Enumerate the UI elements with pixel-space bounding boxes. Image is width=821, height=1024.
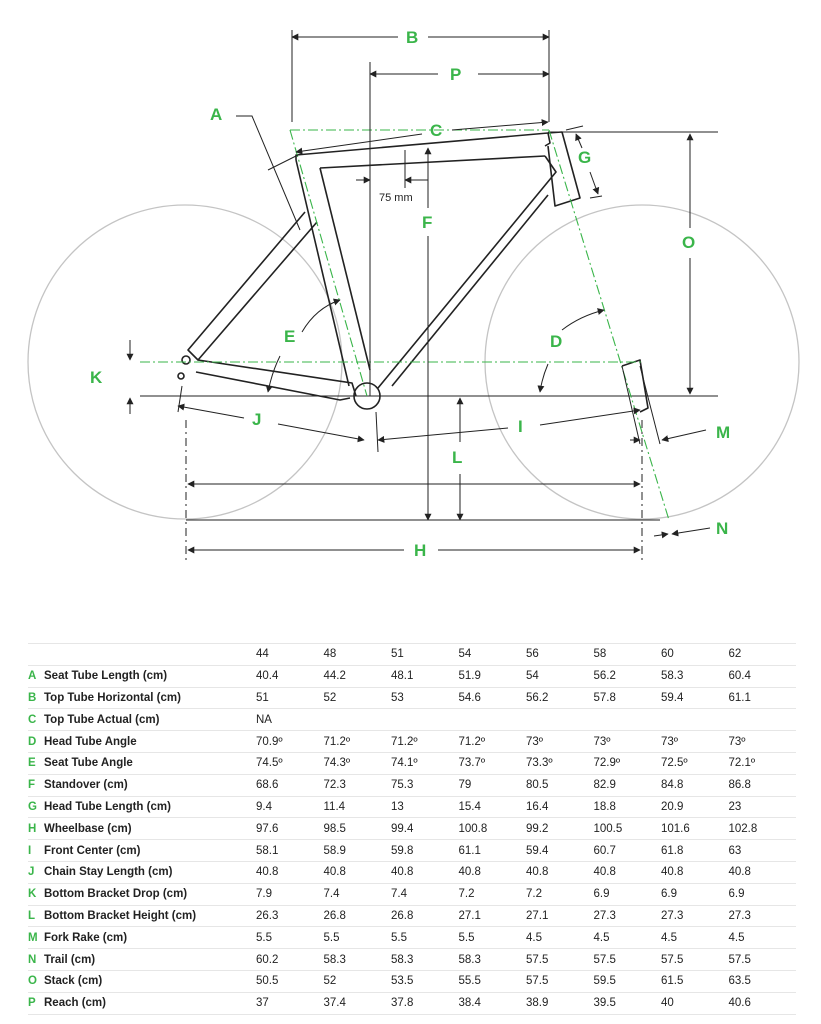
label-h: H <box>414 541 427 560</box>
row-value: 5.5 <box>256 927 324 949</box>
table-row <box>28 709 796 731</box>
row-label: Top Tube Horizontal (cm) <box>44 687 256 709</box>
row-value: 73.3º <box>526 752 594 774</box>
row-value: 40 <box>661 992 729 1014</box>
row-value: 59.4 <box>526 840 594 862</box>
row-value: 51.9 <box>459 665 527 687</box>
row-value: 40.8 <box>391 861 459 883</box>
row-value: 99.2 <box>526 818 594 840</box>
row-value: 7.2 <box>526 883 594 905</box>
table-row <box>28 687 796 709</box>
row-value: 4.5 <box>594 927 662 949</box>
row-value: 55.5 <box>459 970 527 992</box>
row-letter: E <box>28 752 44 774</box>
row-value: 56.2 <box>594 665 662 687</box>
row-value: 54.6 <box>459 687 527 709</box>
row-letter: H <box>28 818 44 840</box>
row-value: 23 <box>729 796 797 818</box>
row-value: 52 <box>324 970 392 992</box>
row-value: 59.4 <box>661 687 729 709</box>
row-value: 70.9º <box>256 731 324 753</box>
row-value: 40.8 <box>526 861 594 883</box>
row-value: 72.1º <box>729 752 797 774</box>
row-value: 72.3 <box>324 774 392 796</box>
row-value: 37 <box>256 992 324 1014</box>
row-label: Bottom Bracket Height (cm) <box>44 905 256 927</box>
row-value: 58.3 <box>459 949 527 971</box>
row-label: Standover (cm) <box>44 774 256 796</box>
row-label: Seat Tube Length (cm) <box>44 665 256 687</box>
row-value: 71.2º <box>391 731 459 753</box>
row-value: NA <box>256 709 324 731</box>
table-row <box>28 731 796 753</box>
table-row <box>28 949 796 971</box>
row-value: 82.9 <box>594 774 662 796</box>
row-letter: K <box>28 883 44 905</box>
row-value <box>391 709 459 731</box>
row-value: 6.9 <box>729 883 797 905</box>
row-value: 26.8 <box>324 905 392 927</box>
row-label: Reach (cm) <box>44 992 256 1014</box>
row-value: 38.9 <box>526 992 594 1014</box>
row-value: 7.4 <box>391 883 459 905</box>
row-value: 4.5 <box>526 927 594 949</box>
row-value: 6.9 <box>594 883 662 905</box>
size-header: 62 <box>729 644 797 666</box>
row-value: 60.2 <box>256 949 324 971</box>
row-value: 54 <box>526 665 594 687</box>
label-g: G <box>578 148 592 167</box>
row-letter: L <box>28 905 44 927</box>
label-b: B <box>406 28 419 47</box>
row-value: 61.1 <box>459 840 527 862</box>
row-value: 40.8 <box>594 861 662 883</box>
row-value: 73.7º <box>459 752 527 774</box>
row-letter: M <box>28 927 44 949</box>
row-label: Wheelbase (cm) <box>44 818 256 840</box>
row-value: 58.1 <box>256 840 324 862</box>
row-value <box>526 709 594 731</box>
row-value: 20.9 <box>661 796 729 818</box>
row-value: 40.8 <box>324 861 392 883</box>
row-letter: C <box>28 709 44 731</box>
row-value: 38.4 <box>459 992 527 1014</box>
row-value <box>661 709 729 731</box>
row-value: 74.1º <box>391 752 459 774</box>
row-value: 73º <box>729 731 797 753</box>
table-row <box>28 905 796 927</box>
row-value: 100.8 <box>459 818 527 840</box>
row-value: 101.6 <box>661 818 729 840</box>
row-label: Stack (cm) <box>44 970 256 992</box>
row-value: 51 <box>256 687 324 709</box>
row-letter: A <box>28 665 44 687</box>
table-row <box>28 840 796 862</box>
row-value: 60.7 <box>594 840 662 862</box>
row-letter: J <box>28 861 44 883</box>
label-e: E <box>284 327 296 346</box>
row-value: 40.8 <box>729 861 797 883</box>
row-value: 53.5 <box>391 970 459 992</box>
row-value: 73º <box>661 731 729 753</box>
size-header: 48 <box>324 644 392 666</box>
row-letter: P <box>28 992 44 1014</box>
row-value: 40.8 <box>256 861 324 883</box>
row-value: 59.5 <box>594 970 662 992</box>
row-value: 27.3 <box>661 905 729 927</box>
row-value: 60.4 <box>729 665 797 687</box>
row-value: 61.5 <box>661 970 729 992</box>
table-row <box>28 970 796 992</box>
row-value: 7.2 <box>459 883 527 905</box>
row-value: 73º <box>594 731 662 753</box>
label-a: A <box>210 105 223 124</box>
label-i: I <box>518 417 523 436</box>
size-header: 60 <box>661 644 729 666</box>
row-value: 7.9 <box>256 883 324 905</box>
row-value: 50.5 <box>256 970 324 992</box>
row-value: 74.3º <box>324 752 392 774</box>
row-value: 57.5 <box>661 949 729 971</box>
row-value: 27.3 <box>729 905 797 927</box>
size-header: 56 <box>526 644 594 666</box>
row-value: 79 <box>459 774 527 796</box>
size-header: 58 <box>594 644 662 666</box>
label-d: D <box>550 332 563 351</box>
row-label: Seat Tube Angle <box>44 752 256 774</box>
table-row <box>28 665 796 687</box>
size-header: 44 <box>256 644 324 666</box>
label-f: F <box>422 213 433 232</box>
row-letter: F <box>28 774 44 796</box>
table-row <box>28 752 796 774</box>
row-value: 5.5 <box>391 927 459 949</box>
row-value: 26.3 <box>256 905 324 927</box>
row-letter: G <box>28 796 44 818</box>
row-label: Chain Stay Length (cm) <box>44 861 256 883</box>
row-value: 61.8 <box>661 840 729 862</box>
row-value: 84.8 <box>661 774 729 796</box>
row-value <box>594 709 662 731</box>
row-value: 68.6 <box>256 774 324 796</box>
row-value: 37.4 <box>324 992 392 1014</box>
row-letter: O <box>28 970 44 992</box>
row-value: 73º <box>526 731 594 753</box>
row-value: 9.4 <box>256 796 324 818</box>
row-value: 6.9 <box>661 883 729 905</box>
row-value: 57.5 <box>594 949 662 971</box>
row-value: 40.8 <box>661 861 729 883</box>
row-value: 26.8 <box>391 905 459 927</box>
row-value: 58.9 <box>324 840 392 862</box>
row-letter: I <box>28 840 44 862</box>
row-value <box>459 709 527 731</box>
row-value: 58.3 <box>391 949 459 971</box>
row-label: Bottom Bracket Drop (cm) <box>44 883 256 905</box>
row-value: 86.8 <box>729 774 797 796</box>
row-value: 63.5 <box>729 970 797 992</box>
label-k: K <box>90 368 103 387</box>
row-value: 40.6 <box>729 992 797 1014</box>
row-value: 71.2º <box>324 731 392 753</box>
size-header: 51 <box>391 644 459 666</box>
label-m: M <box>716 423 731 442</box>
row-value: 80.5 <box>526 774 594 796</box>
row-value: 98.5 <box>324 818 392 840</box>
row-value: 40.4 <box>256 665 324 687</box>
row-value: 37.8 <box>391 992 459 1014</box>
table-row <box>28 992 796 1014</box>
row-value: 27.3 <box>594 905 662 927</box>
size-header: 54 <box>459 644 527 666</box>
row-value: 11.4 <box>324 796 392 818</box>
row-value: 18.8 <box>594 796 662 818</box>
bike-frame <box>178 132 648 412</box>
row-value: 57.5 <box>526 949 594 971</box>
row-value: 74.5º <box>256 752 324 774</box>
row-value: 72.5º <box>661 752 729 774</box>
row-value: 102.8 <box>729 818 797 840</box>
row-label: Trail (cm) <box>44 949 256 971</box>
table-row <box>28 796 796 818</box>
label-n: N <box>716 519 729 538</box>
row-label: Head Tube Angle <box>44 731 256 753</box>
row-value <box>729 709 797 731</box>
row-value: 48.1 <box>391 665 459 687</box>
row-value: 61.1 <box>729 687 797 709</box>
row-label: Front Center (cm) <box>44 840 256 862</box>
row-value: 7.4 <box>324 883 392 905</box>
label-o: O <box>682 233 696 252</box>
row-value: 4.5 <box>729 927 797 949</box>
label-c: C <box>430 121 443 140</box>
row-letter: D <box>28 731 44 753</box>
row-value: 57.5 <box>729 949 797 971</box>
row-value: 5.5 <box>459 927 527 949</box>
row-value: 15.4 <box>459 796 527 818</box>
label-l: L <box>452 448 463 467</box>
row-value: 56.2 <box>526 687 594 709</box>
geometry-table <box>28 643 796 1015</box>
row-value: 59.8 <box>391 840 459 862</box>
mm-label: 75 mm <box>379 192 413 204</box>
row-label: Top Tube Actual (cm) <box>44 709 256 731</box>
row-value: 44.2 <box>324 665 392 687</box>
size-header-row <box>28 644 796 666</box>
row-value: 75.3 <box>391 774 459 796</box>
row-value: 57.8 <box>594 687 662 709</box>
row-value: 16.4 <box>526 796 594 818</box>
table-row <box>28 927 796 949</box>
table-row <box>28 861 796 883</box>
row-value: 40.8 <box>459 861 527 883</box>
row-value <box>324 709 392 731</box>
row-value: 4.5 <box>661 927 729 949</box>
row-letter: B <box>28 687 44 709</box>
row-value: 52 <box>324 687 392 709</box>
row-value: 27.1 <box>526 905 594 927</box>
row-value: 58.3 <box>324 949 392 971</box>
row-value: 39.5 <box>594 992 662 1014</box>
geometry-centerlines <box>140 130 669 520</box>
row-value: 53 <box>391 687 459 709</box>
row-value: 57.5 <box>526 970 594 992</box>
table-row <box>28 883 796 905</box>
row-value: 13 <box>391 796 459 818</box>
table-row <box>28 774 796 796</box>
row-value: 72.9º <box>594 752 662 774</box>
row-label: Head Tube Length (cm) <box>44 796 256 818</box>
row-value: 97.6 <box>256 818 324 840</box>
label-j: J <box>252 410 262 429</box>
label-p: P <box>450 65 462 84</box>
row-value: 63 <box>729 840 797 862</box>
table-row <box>28 818 796 840</box>
row-value: 27.1 <box>459 905 527 927</box>
row-value: 100.5 <box>594 818 662 840</box>
row-label: Fork Rake (cm) <box>44 927 256 949</box>
row-value: 58.3 <box>661 665 729 687</box>
row-letter: N <box>28 949 44 971</box>
geometry-table-body <box>28 665 796 1014</box>
row-value: 71.2º <box>459 731 527 753</box>
row-value: 99.4 <box>391 818 459 840</box>
row-value: 5.5 <box>324 927 392 949</box>
